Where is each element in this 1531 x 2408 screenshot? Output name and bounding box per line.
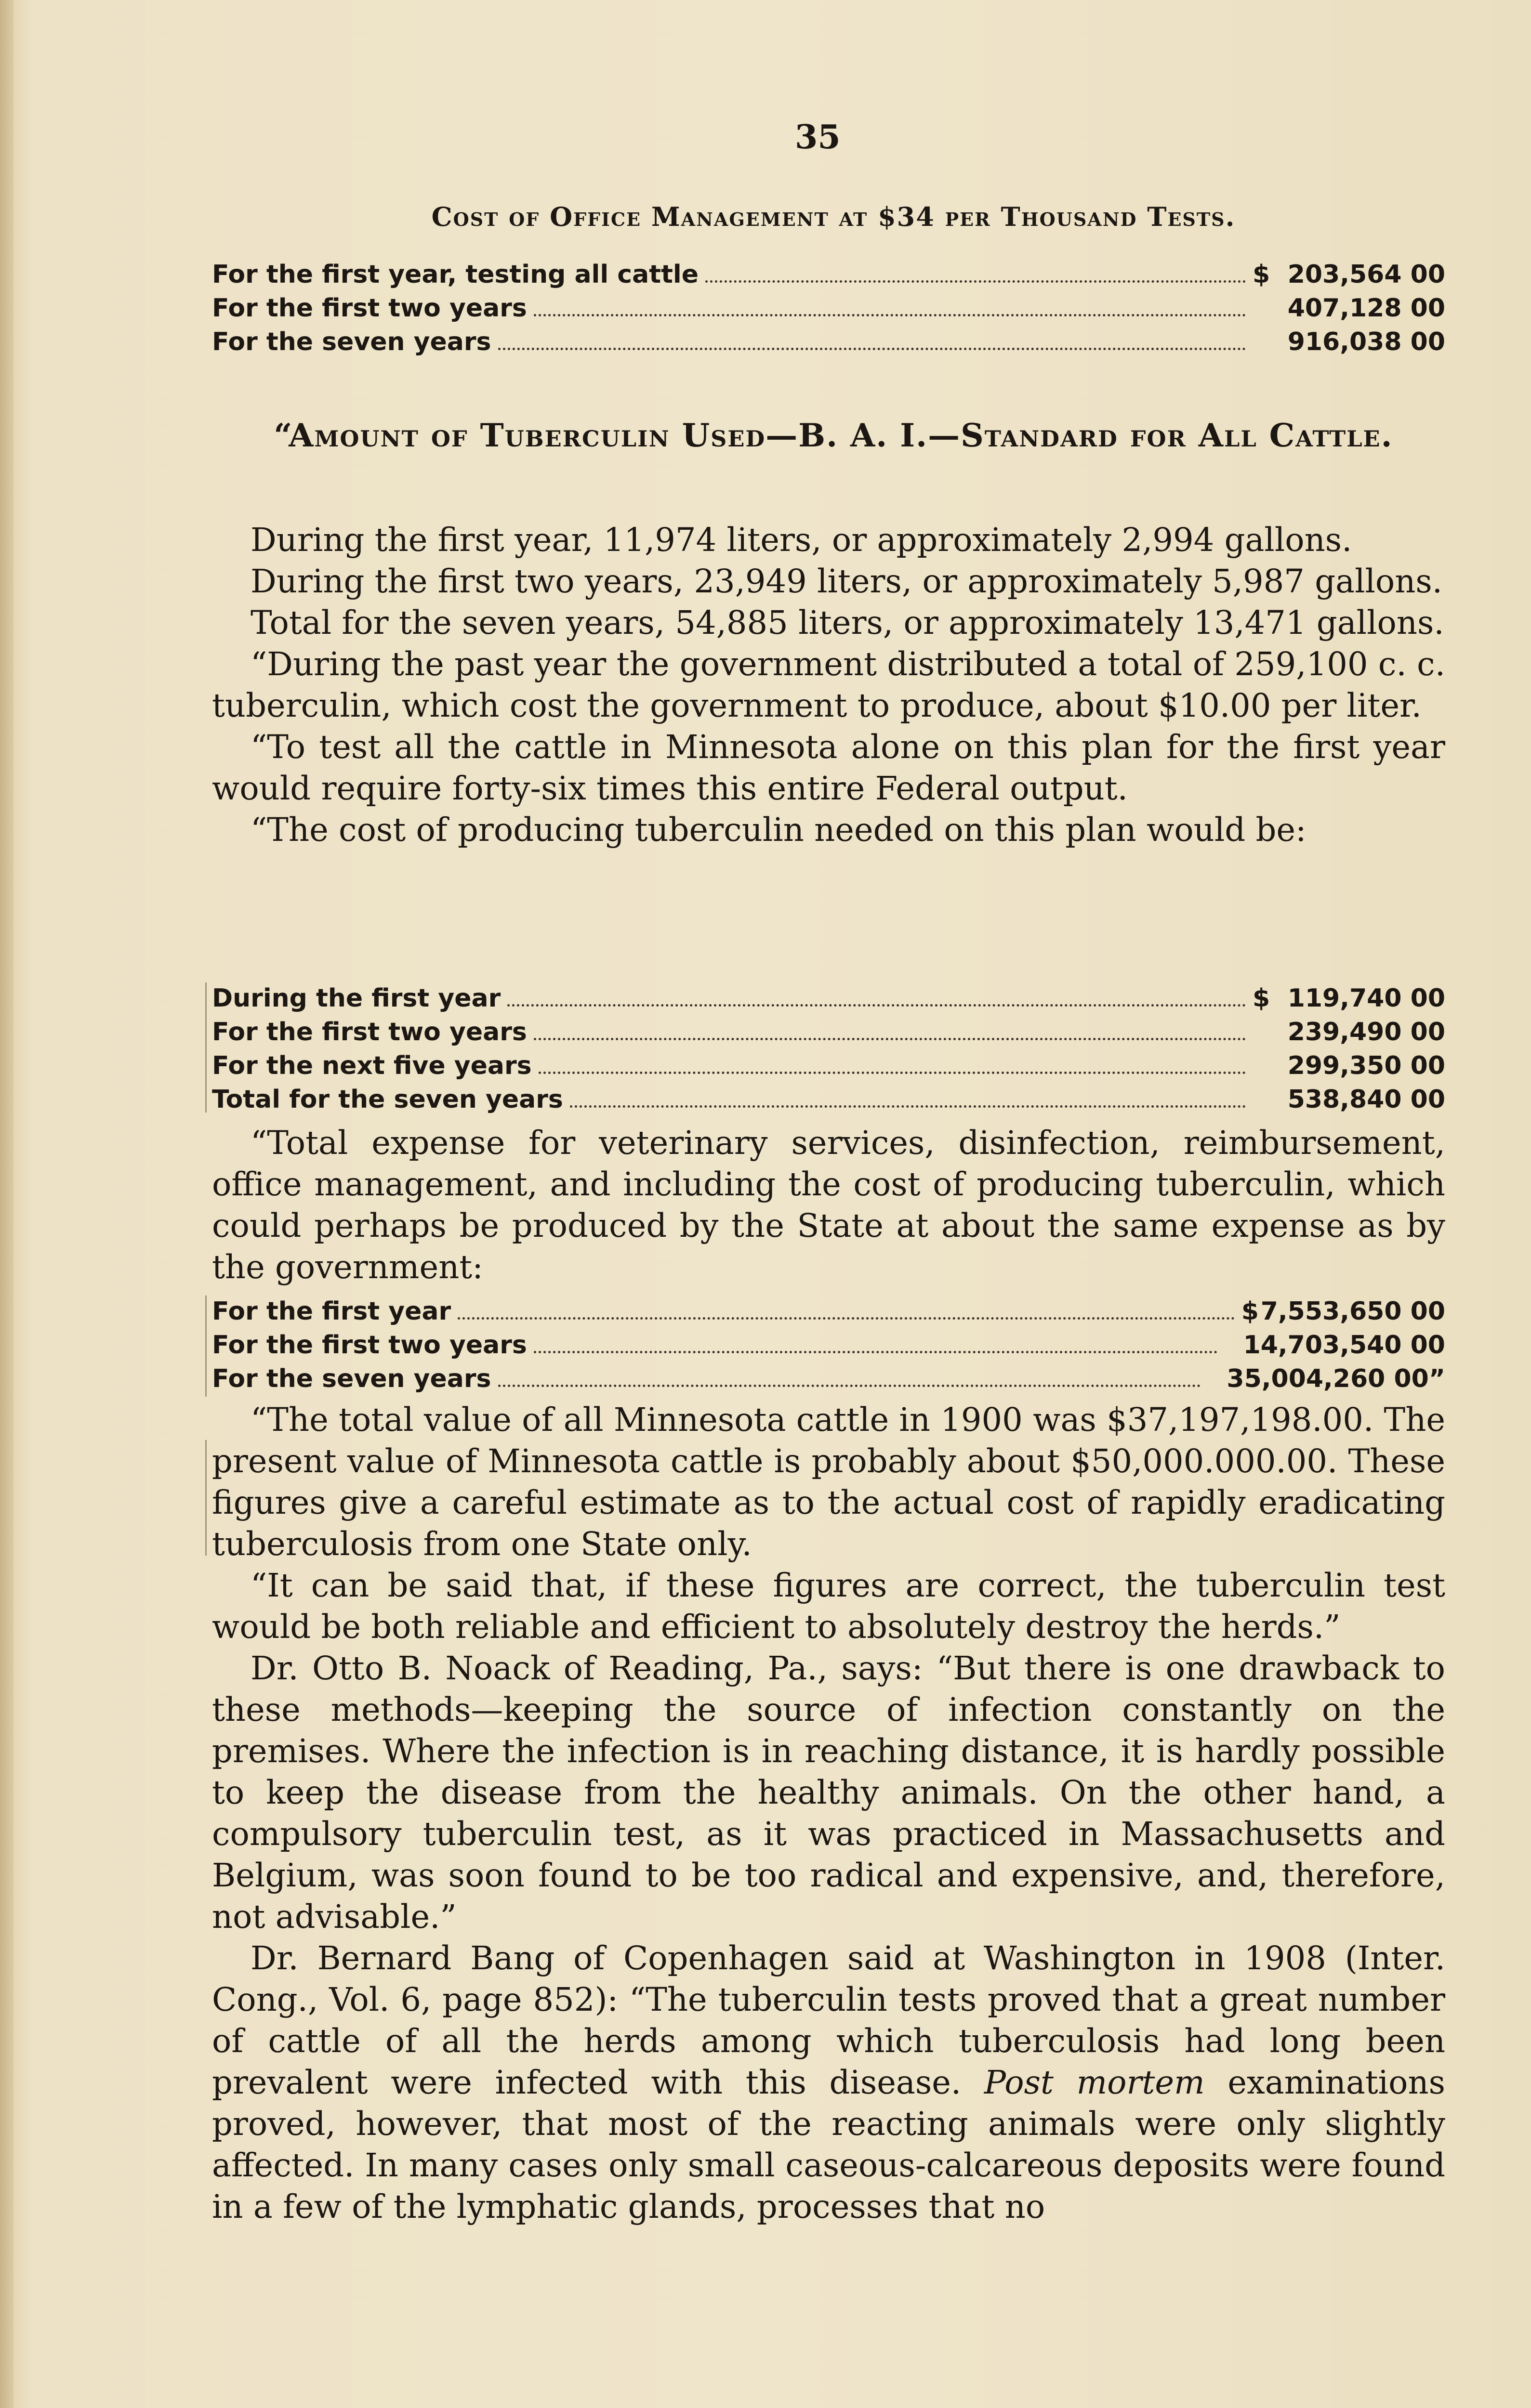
leader-dots: [534, 1017, 1246, 1040]
row-label: For the first two years: [212, 294, 527, 323]
leader-dots: [507, 983, 1246, 1007]
page-number: 35: [795, 118, 841, 157]
paragraph: “To test all the cattle in Minnesota alone on this plan for the first year would require forty-six times this entire Federal output.: [212, 728, 1445, 807]
book-spine-edge: [0, 0, 13, 2408]
row-amount: 14,703,540 00: [1243, 1331, 1445, 1360]
row-label: For the first year, testing all cattle: [212, 260, 699, 289]
paragraph: “It can be said that, if these figures are correct, the tuberculin test would be both reliable and efficient to absolutely destroy the herds.”: [212, 1567, 1445, 1646]
paragraph: “The total value of all Minnesota cattle in 1900 was $37,197,198.00. The present value of Minnesota cattle is probably about $50,000.000.00. These figures give a careful estimate as to the actual cost of rapidly eradicating tuberculosis from one State only.: [212, 1401, 1445, 1563]
row-label: For the first year: [212, 1297, 451, 1326]
row-label: Total for the seven years: [212, 1085, 563, 1114]
expense-text: [212, 1122, 1445, 1288]
bang-italic-term: Post mortem: [984, 2064, 1205, 2101]
row-label: For the next five years: [212, 1051, 532, 1080]
row-label: During the first year: [212, 984, 501, 1013]
table-row: [212, 1015, 1445, 1049]
table-row: [212, 982, 1445, 1015]
row-label: For the seven years: [212, 1364, 491, 1393]
paragraph: “Total expense for veterinary services, disinfection, reimbursement, office management, and including the cost of producing tuberculin, which could perhaps be produced by the State at about the same expense as by the government:: [212, 1124, 1445, 1286]
leader-dots: [705, 259, 1246, 283]
row-amount: 7,553,650 00: [1260, 1297, 1445, 1326]
tuberculin-heading: “Amount of Tuberculin Used—B. A. I.—Standard for All Cattle.: [274, 417, 1393, 454]
currency-sign: $: [1253, 260, 1270, 289]
table-row: [212, 291, 1445, 325]
paragraph-bang: [212, 1937, 1445, 2227]
currency-sign: $: [1241, 1297, 1259, 1326]
row-amount: 35,004,260 00”: [1227, 1364, 1445, 1393]
leader-dots: [534, 293, 1246, 316]
paragraph: During the first two years, 23,949 liters, or approximately 5,987 gallons.: [251, 563, 1443, 600]
table-row: [212, 258, 1445, 291]
table-row: [212, 1328, 1445, 1362]
paragraph: “The cost of producing tuberculin needed on this plan would be:: [251, 811, 1307, 849]
paragraph: “During the past year the government distributed a total of 259,100 c. c. tuberculin, which cost the government to produce, about $10.00 per liter.: [212, 645, 1445, 724]
paragraph: Total for the seven years, 54,885 liters, or approximately 13,471 gallons.: [251, 604, 1444, 641]
paragraph: During the first year, 11,974 liters, or approximately 2,994 gallons.: [251, 521, 1352, 559]
row-amount: 119,740 00: [1287, 984, 1445, 1013]
row-amount: 538,840 00: [1287, 1085, 1445, 1114]
table-row: [212, 1362, 1445, 1396]
closing-text: [212, 1399, 1445, 2227]
margin-mark: [205, 1296, 207, 1397]
leader-dots: [498, 1363, 1201, 1387]
paragraph: Dr. Otto B. Noack of Reading, Pa., says: “But there is one drawback to these methods—keeping the source of infection constantly on the premises. Where the infection is in reaching distance, it is hardly possible to keep the disease from the healthy animals. On the other hand, a compulsory tuberculin test, as it was practiced in Massachusetts and Belgium, was soon found to be too radical and expensive, and, therefore, not advisable.”: [212, 1649, 1445, 1936]
leader-dots: [498, 327, 1246, 350]
currency-sign: $: [1253, 984, 1270, 1013]
table-row: [212, 1049, 1445, 1083]
row-label: For the seven years: [212, 327, 491, 356]
leader-dots: [534, 1330, 1217, 1353]
row-amount: 203,564 00: [1287, 260, 1445, 289]
bang-text-before: Dr. Bernard Bang of Copenhagen said at Washington in 1908 (Inter. Cong., Vol. 6, page 852): “The tuberculin tests proved that a great number of cattle of all the herds among which tuberculosis had long been prevalent were infected with this disease.: [212, 1939, 1445, 2101]
row-amount: 299,350 00: [1287, 1051, 1445, 1080]
office-cost-table: [212, 258, 1445, 359]
row-label: For the first two years: [212, 1331, 527, 1360]
table-row: [212, 1295, 1445, 1328]
row-label: For the first two years: [212, 1018, 527, 1047]
office-cost-heading: Cost of Office Management at $34 per Thousand Tests.: [431, 201, 1236, 232]
row-amount: 239,490 00: [1287, 1018, 1445, 1047]
leader-dots: [539, 1050, 1246, 1074]
row-amount: 407,128 00: [1287, 294, 1445, 323]
leader-dots: [458, 1296, 1235, 1320]
row-amount: 916,038 00: [1287, 327, 1445, 356]
expense-table: [212, 1295, 1445, 1396]
table-row: [212, 1083, 1445, 1116]
leader-dots: [570, 1084, 1246, 1108]
production-cost-table: [212, 982, 1445, 1116]
table-row: [212, 325, 1445, 359]
tuberculin-text: [212, 519, 1445, 851]
margin-mark: [205, 982, 207, 1112]
bang-text-after: examinations proved, however, that most of the reacting animals were only slightly affected. In many cases only small caseous-calcareous deposits were found in a few of the lymphatic glands, processes that no: [212, 2064, 1445, 2225]
margin-mark: [205, 1440, 207, 1556]
